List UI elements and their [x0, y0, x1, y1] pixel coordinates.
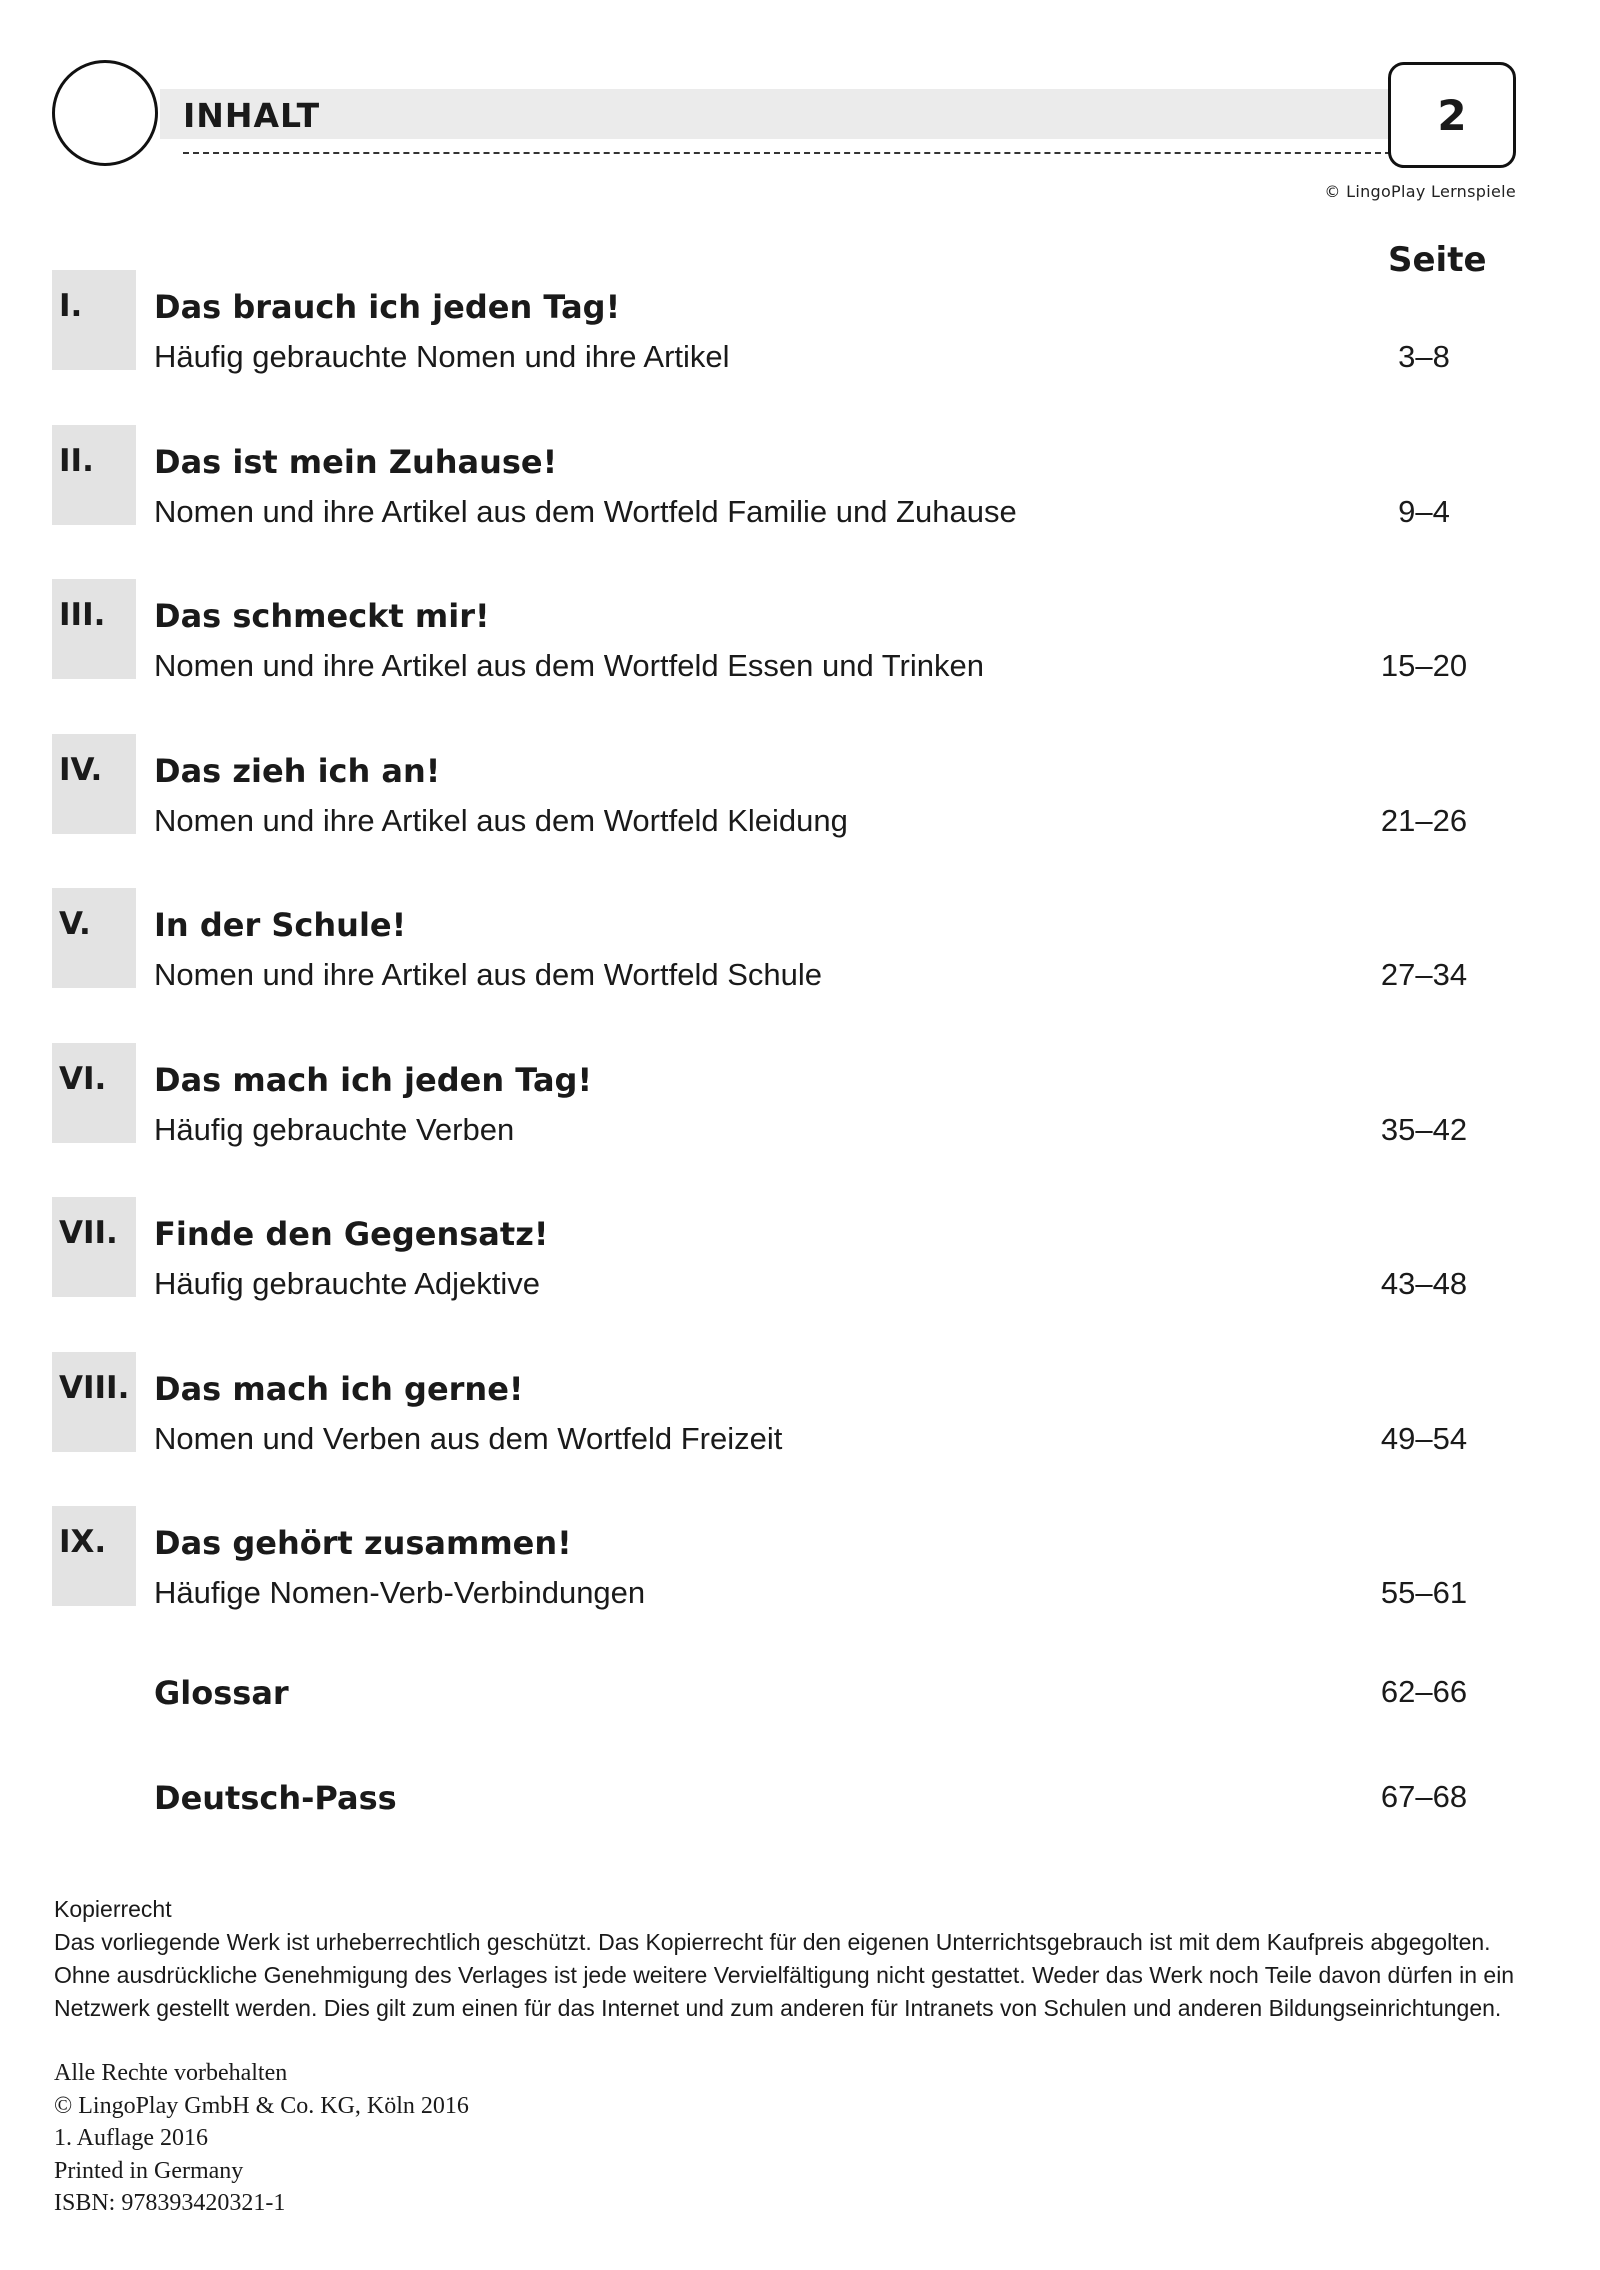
imprint	[54, 2057, 469, 2220]
imprint-line: © LingoPlay GmbH & Co. KG, Köln 2016	[54, 2092, 469, 2119]
toc-entry	[52, 270, 1552, 374]
toc-entry	[52, 888, 1552, 992]
toc-extra-entry	[52, 1779, 1552, 1829]
toc-entry	[52, 425, 1552, 529]
chapter-pages: 15–20	[1380, 648, 1468, 683]
header-copyright: © LingoPlay Lernspiele	[1324, 182, 1516, 201]
copyright-line: Netzwerk gestellt werden. Dies gilt zum einen für das Internet und zum anderen für Intranets von Schulen und anderen Bildungseinrichtungen.	[54, 1995, 1502, 2021]
page-number: 2	[1437, 90, 1467, 140]
toc-entry	[52, 1352, 1552, 1456]
copyright-heading: Kopierrecht	[54, 1896, 172, 1922]
chapter-number: II.	[59, 442, 94, 479]
chapter-subtitle: Nomen und ihre Artikel aus dem Wortfeld Schule	[154, 957, 822, 992]
copyright-line: Ohne ausdrückliche Genehmigung des Verlages ist jede weitere Vervielfältigung nicht gestattet. Weder das Werk noch Teile davon dürfen in ein	[54, 1962, 1515, 1988]
chapter-number: VIII.	[59, 1369, 130, 1406]
extra-title: Deutsch-Pass	[154, 1779, 397, 1817]
imprint-line: Printed in Germany	[54, 2157, 244, 2184]
toc-entry	[52, 1506, 1552, 1610]
header-dashed-line	[183, 152, 1391, 154]
chapter-title: Das schmeckt mir!	[154, 597, 490, 635]
imprint-line: 1. Auflage 2016	[54, 2125, 208, 2151]
imprint-line: ISBN: 978393420321-1	[54, 2190, 286, 2216]
chapter-title: Das zieh ich an!	[154, 751, 441, 790]
chapter-title: Finde den Gegensatz!	[154, 1215, 549, 1253]
header-circle	[52, 60, 158, 166]
chapter-number: I.	[59, 288, 83, 324]
header-band	[160, 89, 1390, 139]
chapter-number: IX.	[59, 1524, 107, 1560]
chapter-pages: 27–34	[1380, 957, 1468, 992]
chapter-title: Das gehört zusammen!	[154, 1524, 572, 1562]
chapter-subtitle: Nomen und ihre Artikel aus dem Wortfeld Kleidung	[154, 802, 848, 838]
chapter-pages: 9–4	[1398, 493, 1450, 529]
chapter-subtitle: Häufig gebrauchte Verben	[154, 1111, 515, 1147]
extra-pages: 62–66	[1380, 1674, 1468, 1709]
chapter-title: Das mach ich jeden Tag!	[154, 1060, 593, 1099]
chapter-subtitle: Häufige Nomen-Verb-Verbindungen	[154, 1575, 646, 1610]
toc-entry	[52, 1197, 1552, 1301]
chapter-subtitle: Nomen und Verben aus dem Wortfeld Freizeit	[154, 1420, 783, 1456]
copyright-line: Das vorliegende Werk ist urheberrechtlich geschützt. Das Kopierrecht für den eigenen Unterrichtsgebrauch ist mit dem Kaufpreis abgegolten.	[54, 1929, 1491, 1955]
chapter-subtitle: Häufig gebrauchte Adjektive	[154, 1266, 541, 1301]
chapter-number: IV.	[59, 751, 103, 788]
chapter-subtitle: Nomen und ihre Artikel aus dem Wortfeld Familie und Zuhause	[154, 493, 1017, 529]
toc-entry	[52, 734, 1552, 838]
page-title: INHALT	[183, 96, 321, 135]
chapter-number: III.	[59, 597, 106, 633]
chapter-subtitle: Häufig gebrauchte Nomen und ihre Artikel	[154, 339, 730, 374]
chapter-number: VI.	[59, 1060, 107, 1097]
chapter-pages: 49–54	[1380, 1420, 1468, 1456]
chapter-pages: 55–61	[1380, 1575, 1468, 1610]
extra-pages: 67–68	[1380, 1779, 1468, 1814]
chapter-number: V.	[59, 906, 91, 942]
toc-extra-entry	[52, 1674, 1552, 1724]
chapter-title: Das mach ich gerne!	[154, 1369, 524, 1408]
pages-column-label: Seite	[1388, 240, 1487, 280]
chapter-title: Das ist mein Zuhause!	[154, 442, 558, 481]
chapter-pages: 43–48	[1380, 1266, 1468, 1301]
chapter-pages: 35–42	[1380, 1111, 1468, 1147]
extra-title: Glossar	[154, 1674, 289, 1712]
chapter-number: VII.	[59, 1215, 118, 1251]
chapter-title: Das brauch ich jeden Tag!	[154, 288, 621, 326]
page-number-box	[1388, 62, 1516, 168]
chapter-pages: 3–8	[1398, 339, 1450, 374]
chapter-title: In der Schule!	[154, 906, 407, 944]
toc-entry	[52, 579, 1552, 683]
copyright-notice	[54, 1893, 1554, 2025]
imprint-line: Alle Rechte vorbehalten	[54, 2060, 288, 2086]
chapter-pages: 21–26	[1380, 802, 1468, 838]
chapter-subtitle: Nomen und ihre Artikel aus dem Wortfeld Essen und Trinken	[154, 648, 984, 683]
toc-entry	[52, 1043, 1552, 1147]
